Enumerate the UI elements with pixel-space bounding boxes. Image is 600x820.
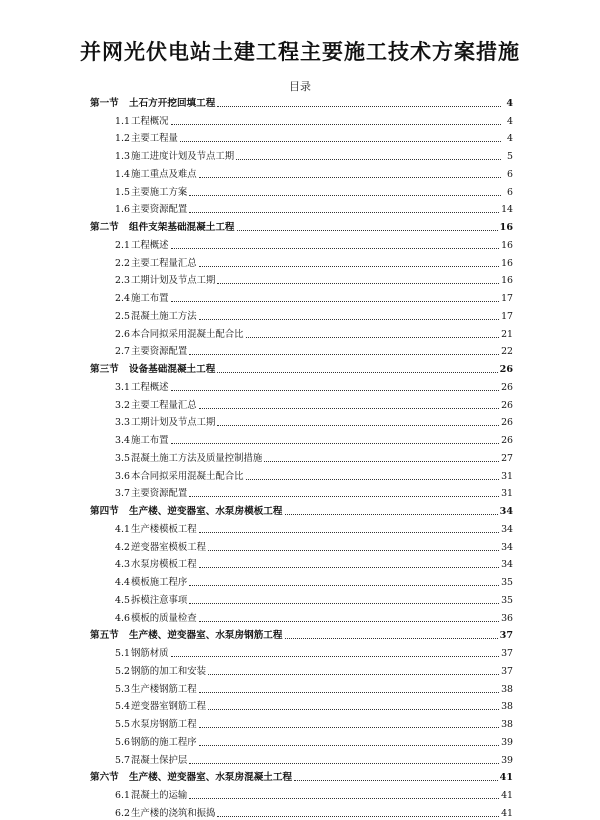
toc-page-number: 4 [507,115,513,127]
toc-subsection-entry[interactable] [90,660,513,678]
toc-entry-label: 模板施工程序 [131,577,188,588]
toc-dot-leader [217,425,499,426]
toc-entry-number: 3.5 [115,452,130,464]
toc-entry-label: 土石方开挖回填工程 [129,97,216,109]
toc-section-entry[interactable] [90,358,513,376]
toc-page-number: 38 [501,701,513,713]
toc-page-number: 41 [499,772,513,784]
toc-entry-label: 生产楼钢筋工程 [131,683,197,695]
toc-entry-label: 混凝土保护层 [131,754,188,766]
toc-page-number: 39 [501,736,513,748]
toc-dot-leader [199,745,499,746]
toc-dot-leader [171,248,500,249]
toc-subsection-entry[interactable] [90,536,513,554]
toc-dot-leader [171,390,500,391]
toc-entry-label: 主要资源配置 [131,204,188,216]
toc-entry-number: 5.5 [115,719,130,730]
toc-entry-number: 第五节 [90,630,119,642]
toc-entry-label: 生产楼、逆变器室、水泵房钢筋工程 [129,630,283,642]
toc-dot-leader [237,230,498,231]
toc-entry-number: 4.2 [115,541,130,553]
toc-entry-number: 2.7 [115,346,130,358]
toc-subsection-entry[interactable] [90,483,513,501]
toc-dot-leader [246,479,500,480]
toc-dot-leader [217,283,499,284]
toc-page-number: 37 [499,630,513,642]
toc-page-number: 31 [501,488,513,500]
toc-entry-label: 工程概述 [131,381,169,393]
toc-entry-number: 2.6 [115,328,130,340]
toc-entry-label: 主要资源配置 [131,346,188,358]
toc-subsection-entry[interactable] [90,713,513,731]
toc-dot-leader [171,443,500,444]
toc-entry-number: 1.5 [115,186,130,198]
toc-subsection-entry[interactable] [90,802,513,820]
toc-page-number: 41 [501,807,513,819]
toc-entry-label: 生产楼、逆变器室、水泵房混凝土工程 [129,772,293,784]
toc-page-number: 14 [501,204,513,216]
toc-entry-label: 主要工程量汇总 [131,257,197,269]
toc-dot-leader [285,638,498,639]
toc-entry-number: 3.2 [115,399,130,411]
toc-page-number: 26 [501,399,513,411]
toc-dot-leader [189,763,499,764]
toc-subsection-entry[interactable] [90,749,513,767]
toc-subsection-entry[interactable] [90,305,513,323]
toc-entry-number: 1.6 [115,204,130,216]
toc-entry-label: 混凝土施工方法及质量控制措施 [131,452,263,464]
toc-dot-leader [189,212,499,213]
toc-entry-label: 逆变器室钢筋工程 [131,701,207,713]
toc-subsection-entry[interactable] [90,571,513,589]
toc-entry-number: 1.4 [115,168,130,180]
toc-subsection-entry[interactable] [90,270,513,288]
toc-entry-number: 2.4 [115,293,130,304]
toc-entry-number: 2.2 [115,257,130,269]
toc-page-number: 38 [501,719,513,730]
toc-subsection-entry[interactable] [90,394,513,412]
toc-entry-label: 施工布置 [131,435,169,446]
toc-dot-leader [189,496,499,497]
toc-entry-number: 5.7 [115,754,130,766]
toc-dot-leader [236,159,501,160]
toc-entry-number: 5.6 [115,736,130,748]
toc-entry-number: 4.1 [115,523,130,535]
toc-entry-label: 主要施工方案 [131,186,188,198]
toc-entry-label: 本合同拟采用混凝土配合比 [131,470,244,482]
document-title: 并网光伏电站土建工程主要施工技术方案措施 [80,39,520,64]
toc-subsection-entry[interactable] [90,678,513,696]
toc-dot-leader [217,372,497,373]
toc-page-number: 34 [501,541,513,553]
toc-page-number: 16 [501,275,513,287]
toc-page-number: 35 [501,577,513,588]
toc-page-number: 6 [507,186,513,198]
toc-entry-number: 第三节 [90,364,119,375]
toc-subsection-entry[interactable] [90,589,513,607]
toc-entry-label: 水泵房模板工程 [131,559,197,571]
toc-subsection-entry[interactable] [90,642,513,660]
toc-entry-number: 2.1 [115,239,130,251]
toc-subsection-entry[interactable] [90,163,513,181]
toc-page-number: 5 [507,151,513,162]
toc-dot-leader [246,337,500,338]
toc-page-number: 26 [499,364,513,375]
toc-page-number: 21 [501,328,513,340]
toc-dot-leader [189,354,499,355]
toc-entry-label: 本合同拟采用混凝土配合比 [131,328,244,340]
toc-entry-label: 生产楼、逆变器室、水泵房模板工程 [129,506,283,517]
toc-subsection-entry[interactable] [90,607,513,625]
toc-dot-leader [208,550,499,551]
toc-subsection-entry[interactable] [90,376,513,394]
toc-entry-number: 第四节 [90,506,119,517]
toc-page-number: 34 [501,559,513,571]
toc-dot-leader [199,727,499,728]
toc-subsection-entry[interactable] [90,447,513,465]
toc-entry-number: 5.1 [115,648,130,659]
toc-page-number: 22 [501,346,513,358]
toc-subsection-entry[interactable] [90,234,513,252]
toc-entry-number: 3.6 [115,470,130,482]
toc-subsection-entry[interactable] [90,199,513,217]
toc-page-number: 26 [501,381,513,393]
toc-dot-leader [199,692,499,693]
toc-page-number: 4 [507,133,513,145]
toc-dot-leader [208,709,499,710]
toc-entry-label: 工程概述 [131,239,169,251]
toc-dot-leader [171,124,501,125]
toc-dot-leader [199,319,499,320]
toc-section-entry[interactable] [90,500,513,518]
toc-entry-number: 1.1 [115,115,130,127]
toc-subsection-entry[interactable] [90,252,513,270]
toc-dot-leader [199,266,499,267]
toc-entry-label: 模板的质量检查 [131,612,197,624]
toc-entry-label: 主要资源配置 [131,488,188,500]
toc-entry-number: 3.4 [115,435,130,446]
toc-entry-number: 4.3 [115,559,130,571]
toc-entry-number: 5.4 [115,701,130,713]
toc-dot-leader [199,621,499,622]
toc-page-number: 16 [499,222,513,233]
toc-entry-label: 生产楼的浇筑和振捣 [131,807,216,819]
toc-entry-number: 第六节 [90,772,119,784]
toc-dot-leader [217,816,499,817]
toc-dot-leader [294,780,498,781]
toc-page-number: 26 [501,417,513,429]
toc-page-number: 26 [501,435,513,446]
toc-dot-leader [285,514,498,515]
toc-page-number: 17 [501,293,513,304]
toc-entry-number: 5.3 [115,683,130,695]
toc-section-entry[interactable] [90,767,513,785]
toc-entry-number: 第一节 [90,97,119,109]
toc-page-number: 31 [501,470,513,482]
table-of-contents [90,92,513,820]
toc-entry-label: 钢筋材质 [131,648,169,659]
toc-page-number: 37 [501,648,513,659]
toc-dot-leader [199,532,499,533]
toc-entry-number: 1.3 [115,151,130,162]
toc-dot-leader [199,177,501,178]
toc-section-entry[interactable] [90,216,513,234]
toc-subsection-entry[interactable] [90,784,513,802]
toc-entry-label: 工期计划及节点工期 [131,275,216,287]
toc-entry-label: 工程概况 [131,115,169,127]
toc-entry-label: 施工布置 [131,293,169,304]
toc-subsection-entry[interactable] [90,287,513,305]
toc-entry-label: 混凝土施工方法 [131,310,197,322]
toc-entry-label: 钢筋的加工和安装 [131,665,207,677]
toc-entry-number: 4.6 [115,612,130,624]
toc-page-number: 17 [501,310,513,322]
toc-entry-label: 工期计划及节点工期 [131,417,216,429]
toc-entry-number: 3.1 [115,381,130,393]
toc-page-number: 41 [501,790,513,801]
toc-subsection-entry[interactable] [90,145,513,163]
toc-subsection-entry[interactable] [90,341,513,359]
toc-dot-leader [199,567,499,568]
toc-page-number: 36 [501,612,513,624]
toc-entry-label: 施工进度计划及节点工期 [131,151,235,162]
toc-dot-leader [264,461,499,462]
toc-dot-leader [171,301,500,302]
toc-subsection-entry[interactable] [90,128,513,146]
toc-subsection-entry[interactable] [90,181,513,199]
toc-entry-number: 3.3 [115,417,130,429]
toc-entry-number: 6.2 [115,807,130,819]
toc-subsection-entry[interactable] [90,110,513,128]
toc-subsection-entry[interactable] [90,412,513,430]
toc-page-number: 27 [501,452,513,464]
toc-dot-leader [217,106,501,107]
toc-entry-number: 6.1 [115,790,130,801]
toc-section-entry[interactable] [90,92,513,110]
toc-subsection-entry[interactable] [90,554,513,572]
toc-section-entry[interactable] [90,625,513,643]
toc-heading: 目录 [289,80,311,93]
toc-page-number: 37 [501,665,513,677]
toc-page-number: 16 [501,257,513,269]
toc-subsection-entry[interactable] [90,429,513,447]
toc-subsection-entry[interactable] [90,696,513,714]
toc-entry-label: 水泵房钢筋工程 [131,719,197,730]
toc-page-number: 34 [501,523,513,535]
toc-entry-number: 2.5 [115,310,130,322]
toc-dot-leader [171,656,500,657]
toc-dot-leader [189,585,499,586]
toc-subsection-entry[interactable] [90,323,513,341]
toc-dot-leader [189,798,499,799]
toc-entry-label: 混凝土的运输 [131,790,188,801]
toc-entry-number: 第二节 [90,222,119,233]
toc-dot-leader [189,195,501,196]
toc-dot-leader [208,674,499,675]
toc-entry-label: 逆变器室模板工程 [131,541,207,553]
toc-entry-label: 拆模注意事项 [131,594,188,606]
toc-entry-number: 4.5 [115,594,130,606]
toc-page-number: 6 [507,168,513,180]
toc-page-number: 34 [499,506,513,517]
toc-page-number: 35 [501,594,513,606]
toc-dot-leader [180,141,501,142]
toc-dot-leader [199,408,499,409]
toc-entry-label: 主要工程量 [131,133,178,145]
toc-entry-label: 主要工程量汇总 [131,399,197,411]
toc-entry-label: 生产楼模板工程 [131,523,197,535]
toc-dot-leader [189,603,499,604]
toc-page-number: 16 [501,239,513,251]
toc-entry-label: 组件支架基础混凝土工程 [129,222,235,233]
toc-entry-number: 3.7 [115,488,130,500]
toc-entry-label: 钢筋的施工程序 [131,736,197,748]
toc-entry-number: 4.4 [115,577,130,588]
toc-subsection-entry[interactable] [90,731,513,749]
toc-page-number: 38 [501,683,513,695]
toc-page-number: 4 [506,97,513,109]
toc-entry-label: 设备基础混凝土工程 [129,364,216,375]
toc-page-number: 39 [501,754,513,766]
toc-entry-number: 1.2 [115,133,130,145]
toc-subsection-entry[interactable] [90,465,513,483]
toc-entry-label: 施工重点及难点 [131,168,197,180]
toc-subsection-entry[interactable] [90,518,513,536]
toc-entry-number: 5.2 [115,665,130,677]
toc-entry-number: 2.3 [115,275,130,287]
